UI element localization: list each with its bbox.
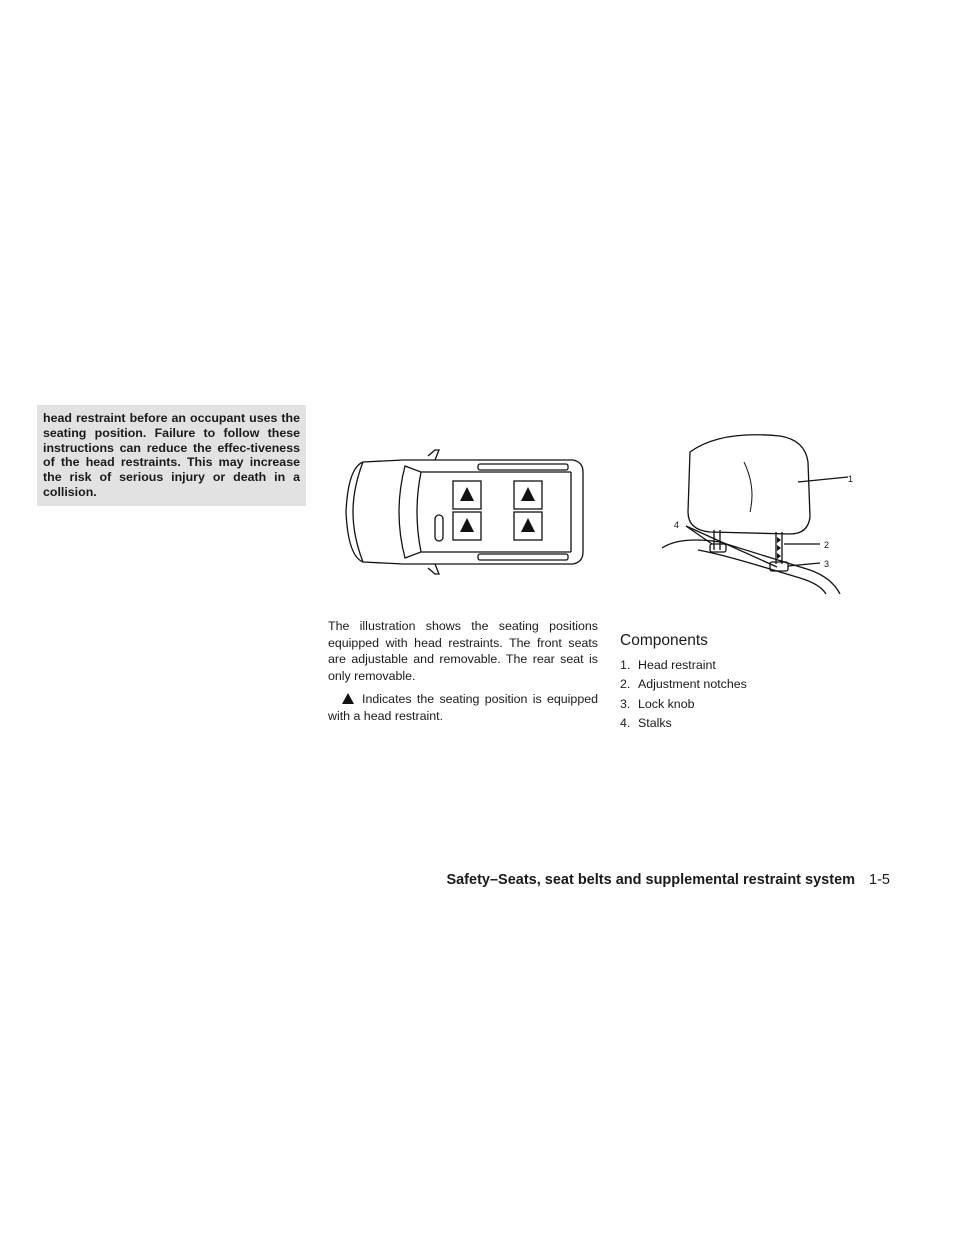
triangle-icon bbox=[342, 693, 354, 704]
list-item-label: Adjustment notches bbox=[638, 677, 747, 692]
callout-4: 4 bbox=[674, 520, 680, 530]
triangle-icon bbox=[460, 518, 474, 532]
lock-knob-left bbox=[710, 544, 726, 552]
list-item bbox=[620, 675, 880, 694]
components-heading: Components bbox=[620, 632, 708, 649]
callout-2: 2 bbox=[824, 540, 830, 550]
page-footer bbox=[330, 872, 890, 888]
list-item-label: Lock knob bbox=[638, 696, 695, 711]
vehicle-seating-diagram bbox=[343, 448, 588, 576]
body-text bbox=[328, 618, 598, 724]
rail-left bbox=[478, 464, 568, 470]
sunroof-handle bbox=[435, 515, 443, 541]
warning-box bbox=[37, 405, 306, 506]
list-item-number: 3. bbox=[620, 696, 631, 711]
mirror-left bbox=[428, 450, 439, 460]
warning-text: head restraint before an occupant uses the seating position. Failure to follow these instructions can reduce the effec-tiveness of the head restraints. This may increase the risk of serious injury or death in a collision. bbox=[43, 411, 300, 499]
triangle-icon bbox=[521, 518, 535, 532]
list-item bbox=[620, 695, 880, 714]
triangle-icon bbox=[460, 487, 474, 501]
mirror-right bbox=[428, 564, 439, 574]
callout-3: 3 bbox=[824, 559, 830, 569]
legend-paragraph bbox=[328, 691, 598, 724]
list-item bbox=[620, 656, 880, 675]
section-title: Safety–Seats, seat belts and supplemental restraint system bbox=[446, 872, 856, 888]
legend-text: Indicates the seating position is equipped with a head restraint. bbox=[328, 692, 598, 723]
page-number: 1-5 bbox=[869, 872, 890, 888]
components-section bbox=[620, 632, 880, 734]
body-paragraph: The illustration shows the seating positions equipped with head restraints. The front seats are adjustable and removable. The rear seat is only removable. bbox=[328, 619, 598, 683]
list-item bbox=[620, 714, 880, 733]
head-restraint-diagram bbox=[660, 432, 854, 597]
list-item-number: 1. bbox=[620, 658, 631, 672]
windshield bbox=[399, 466, 421, 558]
vehicle-hood bbox=[353, 462, 363, 562]
callout-1: 1 bbox=[848, 474, 854, 484]
headrest-pad bbox=[688, 435, 810, 534]
triangle-icon bbox=[521, 487, 535, 501]
components-list bbox=[620, 656, 880, 734]
list-item-number: 2. bbox=[620, 677, 631, 692]
list-item-label: Stalks bbox=[638, 716, 672, 731]
list-item-label: Head restraint bbox=[638, 658, 716, 672]
seatback-top bbox=[662, 540, 840, 594]
rail-right bbox=[478, 554, 568, 560]
list-item-number: 4. bbox=[620, 716, 631, 731]
